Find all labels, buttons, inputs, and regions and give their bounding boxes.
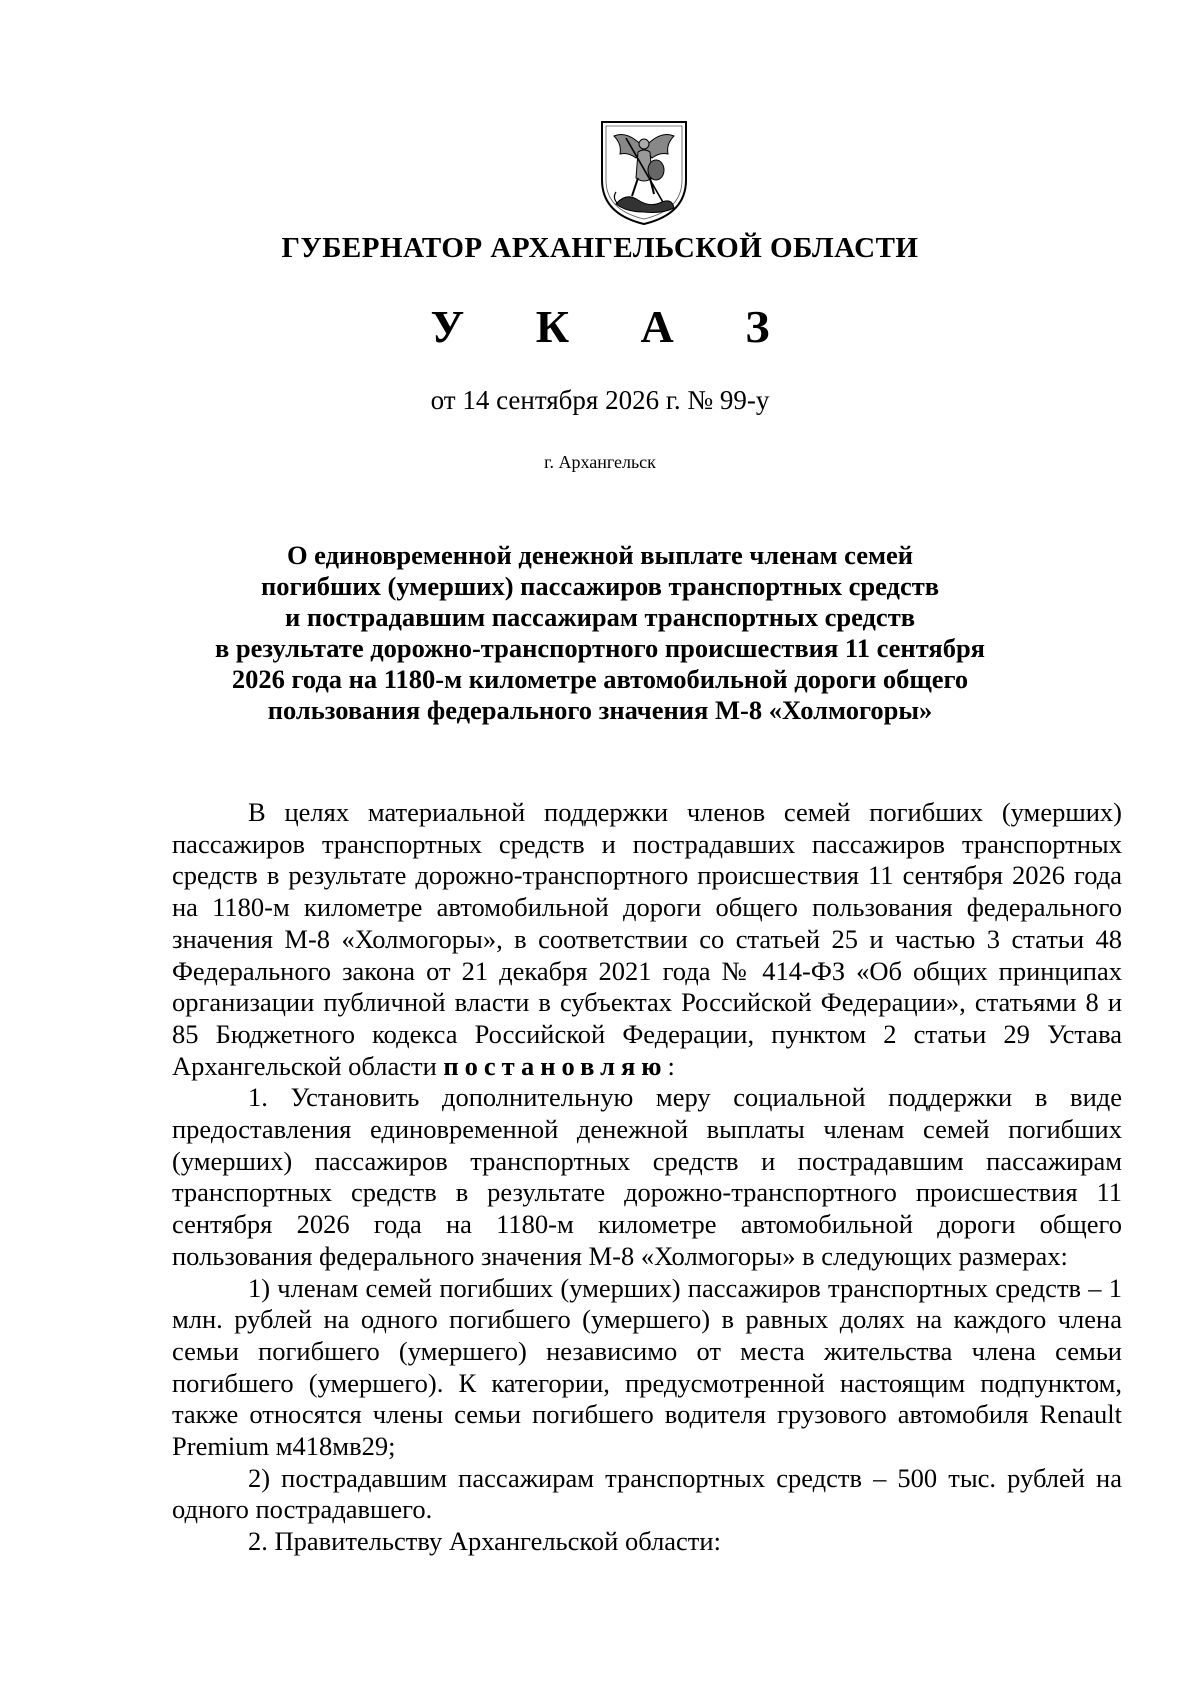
item-2-paragraph: 2. Правительству Архангельской области: [248, 1526, 721, 1557]
decree-word: постановляю [443, 1050, 668, 1081]
document-body [172, 797, 1122, 1558]
title-line: 2026 года на 1180-м километре автомобильной дороги общего [231, 664, 969, 694]
title-line: О единовременной денежной выплате членам семей [286, 540, 914, 570]
document-title [150, 540, 1050, 726]
item-1-2-paragraph: 2) пострадавшим пассажирам транспортных средств – 500 тыс. рублей на одного пострадавшего. [172, 1462, 1122, 1525]
decree-colon: : [667, 1050, 675, 1081]
document-type: У К А З [430, 301, 800, 352]
issuing-authority: ГУБЕРНАТОР АРХАНГЕЛЬСКОЙ ОБЛАСТИ [281, 232, 919, 264]
item-1-1-paragraph: 1) членам семей погибших (умерших) пассажиров транспортных средств – 1 млн. рублей на одного погибшего (умершего) в равных долях на каждого члена семьи погибшего (умершего) независимо от места жительства члена семьи погибшего (умершего). К категории, предусмотренной настоящим подпунктом, также относятся члены семьи погибшего водителя грузового автомобиля Renault Premium м418мв29; [172, 1272, 1122, 1462]
preamble-text: В целях материальной поддержки членов семей погибших (умерших) пассажиров транспортных средств и пострадавших пассажиров транспортных средств в результате дорожно-транспортного происшествия 11 сентября 2026 года на 1180-м километре автомобильной дороги общего пользования федерального значения М-8 «Холмогоры», в соответствии со статьей 25 и частью 3 статьи 48 Федерального закона от 21 декабря 2021 года № 414-ФЗ «Об общих принципах организации публичной власти в субъектах Российской Федерации», статьями 8 и 85 Бюджетного кодекса Российской Федерации, пунктом 2 статьи 29 Устава Архангельской области [172, 797, 1122, 1081]
title-line: погибших (умерших) пассажиров транспортных средств [260, 571, 940, 601]
item-1-paragraph: 1. Установить дополнительную меру социальной поддержки в виде предоставления единовременной денежной выплаты членам семей погибших (умерших) пассажиров транспортных средств и пострадавшим пассажирам транспортных средств в результате дорожно-транспортного происшествия 11 сентября 2026 года на 1180-м километре автомобильной дороги общего пользования федерального значения М-8 «Холмогоры» в следующих размерах: [172, 1082, 1122, 1271]
title-line: и пострадавшим пассажирам транспортных средств [284, 602, 916, 632]
document-place: г. Архангельск [544, 452, 656, 472]
title-line: в результате дорожно-транспортного происшествия 11 сентября [214, 633, 986, 663]
coat-of-arms-icon [598, 118, 690, 228]
document-date-number: от 14 сентября 2026 г. № 99-у [430, 385, 770, 415]
preamble-paragraph [172, 797, 1122, 1082]
title-line: пользования федерального значения М-8 «Холмогоры» [267, 695, 933, 725]
